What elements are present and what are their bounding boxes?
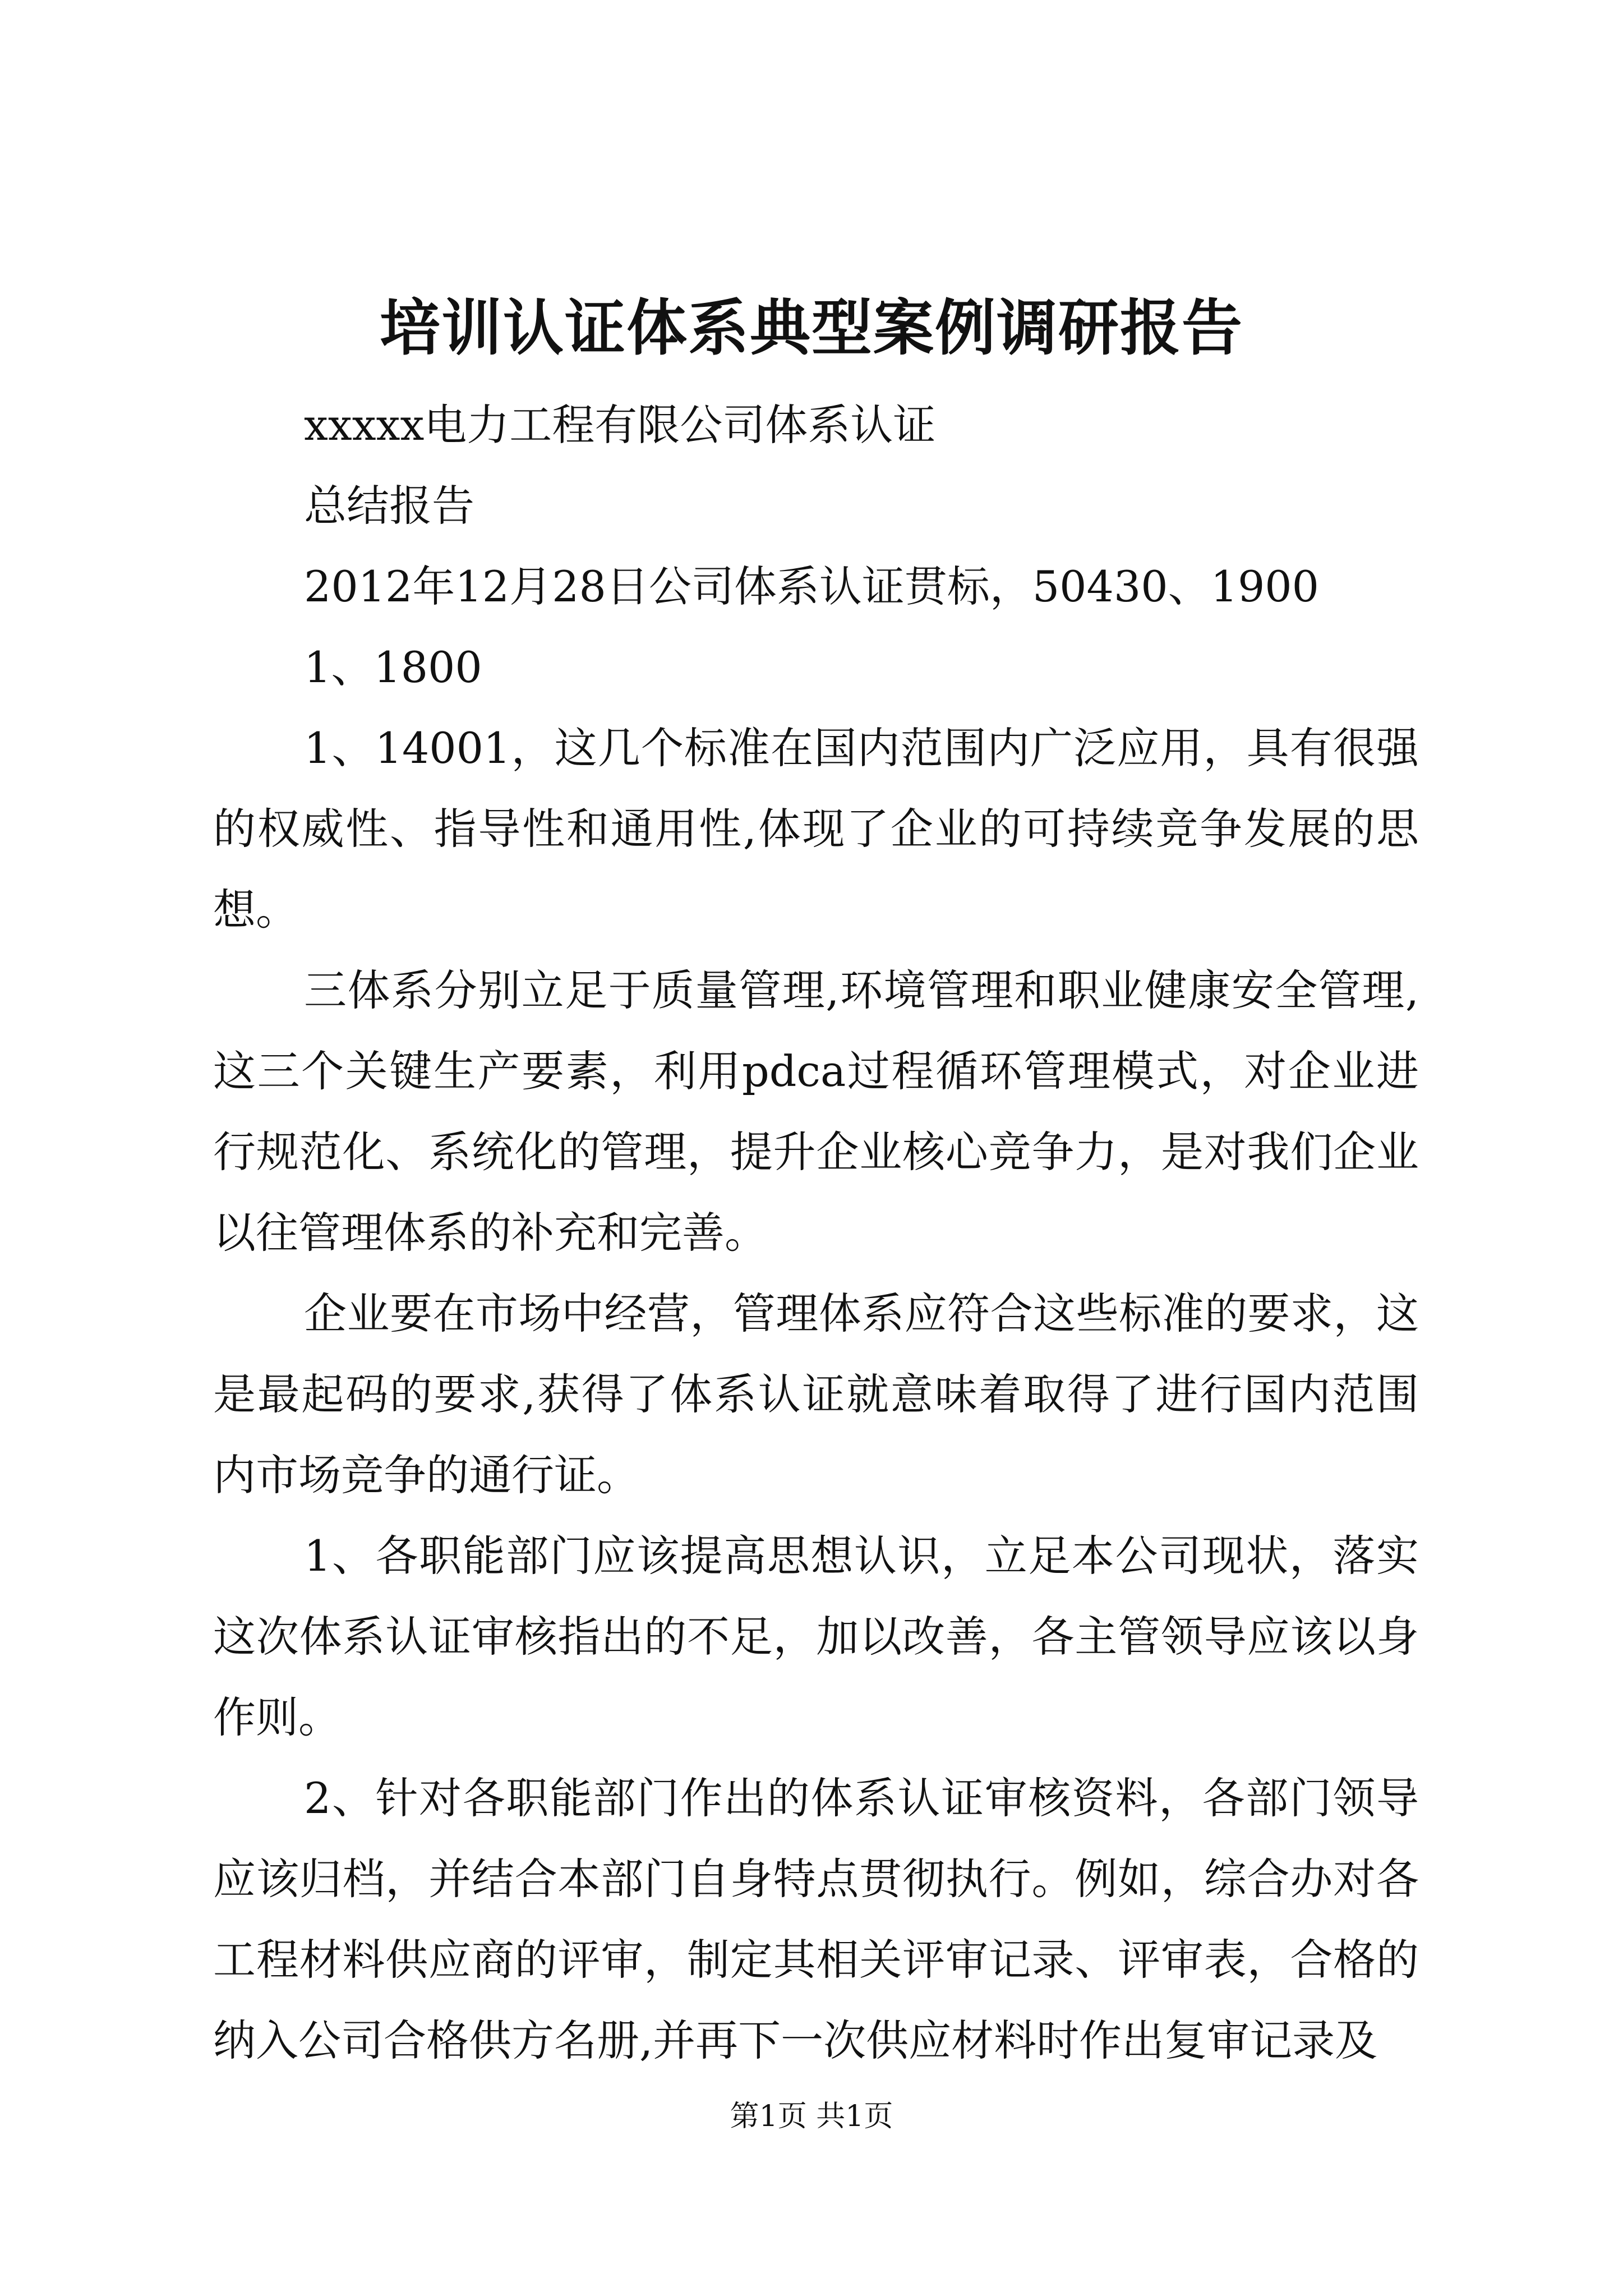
paragraph-market: 企业要在市场中经营，管理体系应符合这些标准的要求，这是最起码的要求,获得了体系认证就意味着取得了进行国内范围内市场竞争的通行证。	[213, 1289, 1419, 1500]
paragraph-company: xxxxx电力工程有限公司体系认证	[304, 400, 936, 450]
page-footer: 第1页 共1页	[730, 2100, 893, 2133]
paragraph-standard-1800: 1、1800	[304, 642, 482, 692]
paragraph-date: 2012年12月28日公司体系认证贯标，50430、1900	[304, 562, 1320, 611]
paragraph-three-systems: 三体系分别立足于质量管理,环境管理和职业健康安全管理,这三个关键生产要素，利用pdca过程循环管理模式，对企业进行规范化、系统化的管理，提升企业核心竞争力，是对我们企业以往管理体系的补充和完善。	[213, 965, 1419, 1258]
document-body	[213, 385, 1419, 2081]
paragraph-report-label: 总结报告	[304, 481, 474, 531]
document-title: 培训认证体系典型案例调研报告	[379, 293, 1243, 364]
paragraph-item-1: 1、各职能部门应该提高思想认识，立足本公司现状，落实这次体系认证审核指出的不足，加以改善，各主管领导应该以身作则。	[213, 1531, 1419, 1742]
paragraph-standards: 1、14001，这几个标准在国内范围内广泛应用，具有很强的权威性、指导性和通用性,体现了企业的可持续竞争发展的思想。	[213, 723, 1419, 935]
paragraph-item-2: 2、针对各职能部门作出的体系认证审核资料，各部门领导应该归档，并结合本部门自身特点贯彻执行。例如，综合办对各工程材料供应商的评审，制定其相关评审记录、评审表，合格的纳入公司合格供方名册,并再下一次供应材料时作出复审记录及	[213, 1773, 1419, 2065]
